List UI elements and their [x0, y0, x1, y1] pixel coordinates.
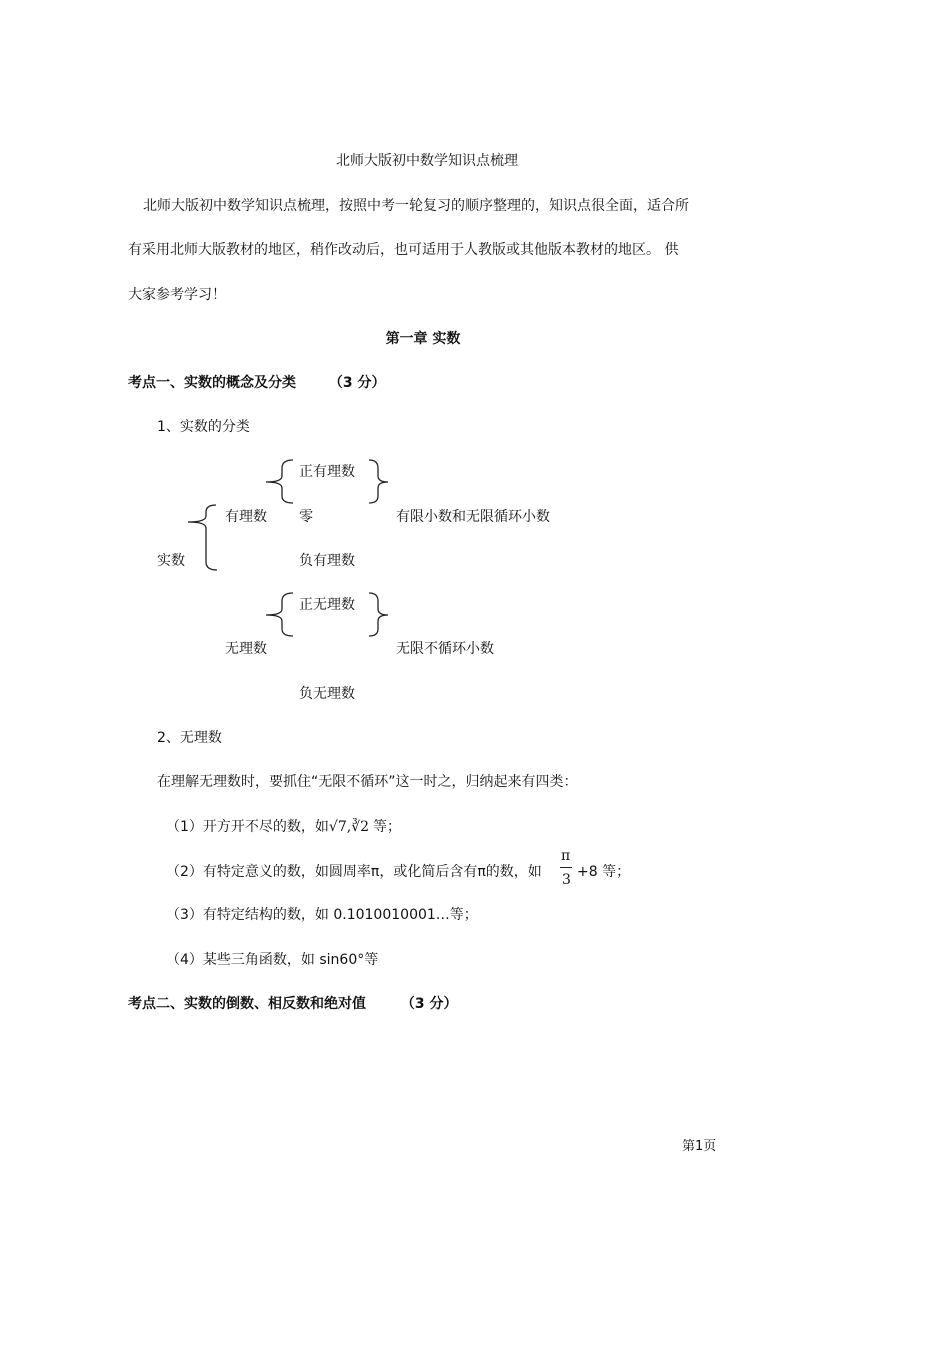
section-1-points: （3 分） [328, 375, 386, 391]
section-2-label: 考点二、实数的倒数、相反数和绝对值 [128, 996, 366, 1012]
item-2-suffix: +8 等； [577, 864, 631, 880]
irrational-item-1 [166, 820, 401, 834]
chapter-title: 第一章 实数 [385, 331, 461, 347]
subheading-classification: 1、实数的分类 [157, 419, 250, 435]
section-1-label: 考点一、实数的概念及分类 [128, 375, 296, 391]
item-2-text: （2）有特定意义的数，如圆周率π，或化简后含有π的数，如 [166, 864, 542, 880]
subheading-irrational: 2、无理数 [157, 730, 222, 746]
section-1-heading [128, 376, 386, 390]
label-rational: 有理数 [225, 509, 267, 525]
intro-line-3: 大家参考学习！ [128, 287, 226, 303]
irrational-item-3: （3）有特定结构的数，如 0.1010010001…等； [166, 907, 478, 923]
item-1-suffix: 等； [373, 819, 402, 835]
intro-line-1: 北师大版初中数学知识点梳理，按照中考一轮复习的顺序整理的，知识点很全面，适合所 [143, 198, 689, 214]
irrational-intro: 在理解无理数时，要抓住“无限不循环”这一时之，归纳起来有四类： [157, 774, 578, 790]
document-title: 北师大版初中数学知识点梳理 [336, 153, 518, 169]
label-irrational: 无理数 [225, 641, 267, 657]
label-real-numbers: 实数 [157, 553, 185, 569]
sqrt-7-expression: √7 [328, 819, 347, 835]
item-1-text: （1）开方开不尽的数，如 [166, 819, 329, 835]
label-irrational-desc: 无限不循环小数 [396, 641, 494, 657]
brace-positive-irrational-left [266, 593, 293, 636]
brace-positive-rational-left [266, 460, 293, 503]
label-zero: 零 [299, 509, 313, 525]
pi-over-3-denominator: 3 [562, 872, 571, 888]
irrational-item-4: （4）某些三角函数，如 sin60°等 [166, 952, 379, 968]
page-number: 第1页 [682, 1139, 717, 1154]
fraction-bar [560, 867, 572, 868]
brace-real-numbers [188, 505, 217, 570]
pi-over-3-numerator: π [561, 848, 571, 864]
label-negative-irrational: 负无理数 [299, 686, 355, 702]
section-2-heading [128, 997, 458, 1011]
section-2-points: （3 分） [400, 996, 458, 1012]
label-negative-rational: 负有理数 [299, 553, 355, 569]
label-positive-irrational: 正无理数 [299, 597, 355, 613]
cbrt-2-expression: ∛2 [351, 819, 370, 835]
item-1-separator: , [346, 819, 352, 835]
brace-positive-rational-right [369, 460, 388, 503]
label-rational-desc: 有限小数和无限循环小数 [396, 509, 550, 525]
label-positive-rational: 正有理数 [299, 464, 355, 480]
irrational-item-2 [166, 865, 542, 879]
brace-positive-irrational-right [369, 593, 388, 636]
intro-line-2: 有采用北师大版教材的地区，稍作改动后，也可适用于人教版或其他版本教材的地区。 供 [128, 242, 679, 258]
